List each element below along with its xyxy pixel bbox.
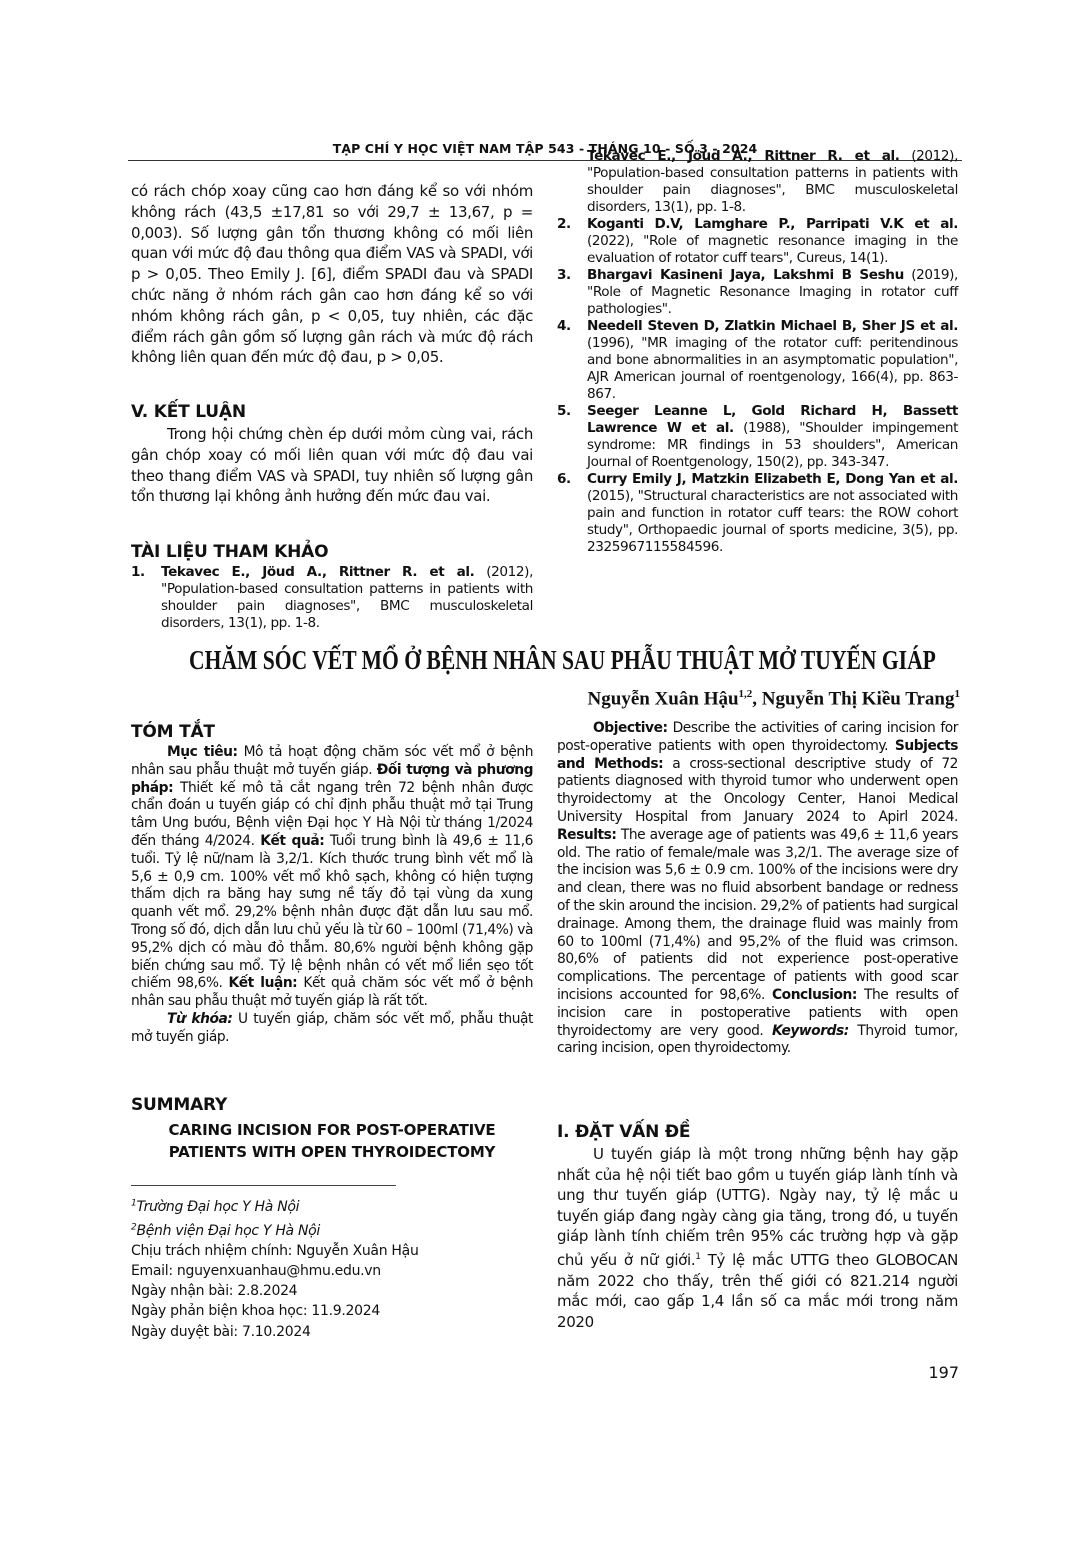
reference-details: (2012), "Population-based consultation patterns in patients with shoulder pain diagnoses", BMC musculoskeletal disorders, 13(1), pp. 1-8.	[161, 564, 533, 631]
article-title: CHĂM SÓC VẾT MỔ Ở BỆNH NHÂN SAU PHẪU THUẬT MỞ TUYẾN GIÁP	[189, 645, 936, 675]
reference-number: 1.	[131, 564, 145, 580]
author-affiliation: 1,2	[738, 688, 753, 700]
reference-item	[131, 564, 533, 632]
reference-details: (2019), "Role of Magnetic Resonance Imaging in rotator cuff pathologies".	[587, 267, 958, 317]
author-separator: ,	[752, 688, 762, 710]
label-results: Results:	[557, 826, 617, 843]
reference-item-continued	[557, 148, 958, 216]
label-methods: Subjects and Methods:	[557, 737, 958, 772]
citation-mark: 1	[695, 1251, 701, 1262]
abstract-vi	[131, 744, 533, 1047]
corresponding-author: Chịu trách nhiệm chính: Nguyễn Xuân Hậu	[131, 1242, 419, 1259]
footnotes	[131, 1193, 419, 1342]
reference-authors: Needell Steven D, Zlatkin Michael B, Sher JS et al.	[587, 318, 958, 334]
text-objective: Mô tả hoạt động chăm sóc vết mổ ở bệnh nhân sau phẫu thuật mở tuyến giáp.	[131, 744, 534, 778]
conclusion-heading: V. KẾT LUẬN	[131, 402, 246, 422]
author-name: Nguyễn Xuân Hậu	[587, 688, 739, 710]
reference-number: 3.	[557, 267, 571, 283]
summary-title	[131, 1119, 533, 1163]
abstract-en	[557, 720, 958, 1058]
abstract-vi-heading: TÓM TẮT	[131, 722, 215, 742]
label-objective: Mục tiêu:	[167, 744, 238, 760]
reference-number: 2.	[557, 216, 571, 232]
page-number: 197	[928, 1363, 959, 1382]
introduction-text: U tuyến giáp là một trong những bệnh hay gặp nhất của hệ nội tiết bao gồm u tuyến giáp lành tính và ung thư tuyến giáp (UTTG). Ngày nay, tỷ lệ mắc u tuyến giáp đang ngày càng gia tăng, trong đó, u tuyến giáp lành tính chiếm trên 95% các trường hợp và gặp chủ yếu ở nữ giới.	[557, 1145, 958, 1269]
reference-item	[557, 216, 958, 267]
text-conclusion: Kết quả chăm sóc vết mổ ở bệnh nhân sau phẫu thuật mở tuyến giáp là rất tốt.	[131, 975, 533, 1010]
reference-number: 5.	[557, 403, 571, 419]
affiliation-1: Trường Đại học Y Hà Nội	[136, 1198, 300, 1215]
article-authors	[588, 688, 960, 710]
footnote-mark: 1	[131, 1198, 137, 1208]
reference-list-part1	[131, 564, 533, 631]
reference-number: 6.	[557, 471, 571, 487]
introduction-heading: I. ĐẶT VẤN ĐỀ	[557, 1122, 691, 1142]
footnote-rule	[131, 1185, 396, 1186]
summary-title-line: CARING INCISION FOR POST-OPERATIVE	[168, 1121, 496, 1139]
reference-list-part2	[557, 216, 958, 556]
label-keywords: Từ khóa:	[167, 1010, 233, 1027]
introduction-text: Tỷ lệ mắc UTTG theo GLOBOCAN năm 2022 cho thấy, trên thế giới có 821.214 người mắc mới, cao gấp 1,4 lần số ca mắc mới trong năm 2020	[557, 1250, 958, 1331]
discussion-paragraph: có rách chóp xoay cũng cao hơn đáng kể so với nhóm không rách (43,5 ±17,81 so với 29,7 ± 13,67, p = 0,003). Số lượng gân tổn thương không có mối liên quan với mức độ đau thông qua điểm VAS và SPADI, với p > 0,05. Theo Emily J. [6], điểm SPADI đau và SPADI chức năng ở nhóm rách gân cao hơn đáng kể so với nhóm không rách gân, p < 0,05, tuy nhiên, các đặc điểm rách gân gồm số lượng gân rách và mức độ rách không liên quan đến mức độ đau, p > 0,05.	[131, 182, 533, 367]
running-header: TẠP CHÍ Y HỌC VIỆT NAM TẬP 543 - THÁNG 10 - SỐ 3 - 2024	[332, 141, 758, 156]
summary-title-line: PATIENTS WITH OPEN THYROIDECTOMY	[168, 1143, 496, 1161]
reference-item	[557, 403, 958, 471]
reference-details: (2015), "Structural characteristics are not associated with pain and function in rotator cuff tears: the ROW cohort study", Orthopaedic journal of sports medicine, 3(5), pp. 2325967115584596.	[587, 488, 958, 555]
reference-item	[557, 318, 958, 403]
label-conclusion: Kết luận:	[228, 975, 298, 992]
author-affiliation: 1	[954, 688, 960, 700]
reference-authors: Bhargavi Kasineni Jaya, Lakshmi B Seshu	[587, 267, 904, 283]
reference-details: (1988), "Shoulder impingement syndrome: MR findings in 53 shoulders", American Journal of Roentgenology, 150(2), pp. 343-347.	[587, 420, 958, 470]
label-results: Kết quả:	[260, 832, 325, 849]
label-conclusion: Conclusion:	[771, 986, 857, 1003]
reference-authors: Koganti D.V, Lamghare P., Parripati V.K et al.	[587, 216, 958, 232]
reference-authors: Seeger Leanne L, Gold Richard H, Bassett Lawrence W et al.	[587, 403, 958, 436]
email: Email: nguyenxuanhau@hmu.edu.vn	[131, 1262, 381, 1279]
summary-heading: SUMMARY	[131, 1095, 228, 1115]
references-heading: TÀI LIỆU THAM KHẢO	[131, 542, 329, 562]
reference-authors: Tekavec E., Jöud A., Rittner R. et al.	[587, 148, 900, 164]
affiliation-2: Bệnh viện Đại học Y Hà Nội	[136, 1222, 321, 1239]
reference-details: (1996), "MR imaging of the rotator cuff: peritendinous and bone abnormalities in an asymptomatic population", AJR American journal of roentgenology, 166(4), pp. 863-867.	[587, 335, 958, 402]
reference-item	[557, 267, 958, 318]
conclusion-paragraph: Trong hội chứng chèn ép dưới mỏm cùng vai, rách gân chóp xoay có mối liên quan với mức độ đau vai theo thang điểm VAS và SPADI, tuy nhiên số lượng gân tổn thương lại không ảnh hưởng đến mức đau vai.	[131, 425, 533, 506]
reference-item	[557, 471, 958, 556]
reference-list-part1-continued	[557, 148, 958, 218]
reference-number: 4.	[557, 318, 571, 334]
date-received: Ngày nhận bài: 2.8.2024	[131, 1283, 298, 1300]
date-accepted: Ngày duyệt bài: 7.10.2024	[131, 1323, 311, 1340]
introduction-paragraph	[557, 1144, 958, 1332]
reference-authors: Tekavec E., Jöud A., Rittner R. et al.	[161, 564, 475, 580]
label-keywords: Keywords:	[771, 1022, 849, 1039]
label-objective: Objective:	[593, 720, 668, 736]
date-reviewed: Ngày phản biện khoa học: 11.9.2024	[131, 1303, 380, 1320]
reference-details: (2022), "Role of magnetic resonance imaging in the evaluation of rotator cuff tears", Cureus, 14(1).	[587, 233, 958, 266]
text-keywords: U tuyến giáp, chăm sóc vết mổ, phẫu thuật mở tuyến giáp.	[131, 1010, 533, 1045]
text-methods: a cross-sectional descriptive study of 72 patients diagnosed with thyroid tumor who underwent open thyroidectomy at the Oncology Center, Hanoi Medical University Hospital from January 2024 to Apirl 2024.	[557, 755, 958, 825]
text-results: Tuổi trung bình là 49,6 ± 11,6 tuổi. Tỷ lệ nữ/nam là 3,2/1. Kích thước trung bình vết mổ là 5,6 ± 0,9 cm. 100% vết mổ khô sạch, không có hiện tượng thấm dịch ra băng hay sưng nề tấy đỏ tại vùng da xung quanh vết mổ. 29,2% bệnh nhân được đặt dẫn lưu sau mổ. Trong số đó, dịch dẫn lưu chủ yếu là từ 60 – 100ml (71,4%) và 95,2% dịch có màu đỏ thẫm. 80,6% người bệnh không gặp biến chứng sau mổ. Tỷ lệ bệnh nhân có vết mổ liền sẹo tốt chiếm 98,6%.	[131, 832, 533, 992]
text-conclusion: The results of incision care in postoperative patients with open thyroidectomy are very good.	[557, 986, 958, 1039]
text-objective: Describe the activities of caring incision for post-operative patients with open thyroidectomy.	[557, 720, 958, 754]
author-name: Nguyễn Thị Kiều Trang	[761, 688, 955, 710]
footnote-mark: 2	[131, 1221, 137, 1232]
text-keywords: Thyroid tumor, caring incision, open thyroidectomy.	[557, 1022, 958, 1057]
label-methods: Đối tượng và phương pháp:	[131, 761, 534, 796]
text-methods: Thiết kế mô tả cắt ngang trên 72 bệnh nhân được chẩn đoán u tuyến giáp có chỉ định phẫu thuật mở tại Trung tâm Ung bướu, Bệnh viện Đại học Y Hà Nội từ tháng 1/2024 đến tháng 4/2024.	[131, 779, 533, 849]
reference-details: (2012), "Population-based consultation patterns in patients with shoulder pain diagnoses", BMC musculoskeletal disorders, 13(1), pp. 1-8.	[587, 148, 958, 215]
reference-authors: Curry Emily J, Matzkin Elizabeth E, Dong Yan et al.	[587, 471, 958, 487]
text-results: The average age of patients was 49,6 ± 11,6 years old. The ratio of female/male was 3,2/1. The average size of the incision was 5,6 ± 0.9 cm. 100% of the incisions were dry and clean, there was no fluid absorbent bandage or redness of the skin around the incision. 29,2% of patients had surgical drainage. Among them, the drainage fluid was mainly from 60 to 100ml (71,4%) and 95,2% of the fluid was crimson. 80,6% of patients did not experience post-operative complications. The percentage of patients with good scar incisions accounted for 98,6%.	[557, 826, 958, 1003]
